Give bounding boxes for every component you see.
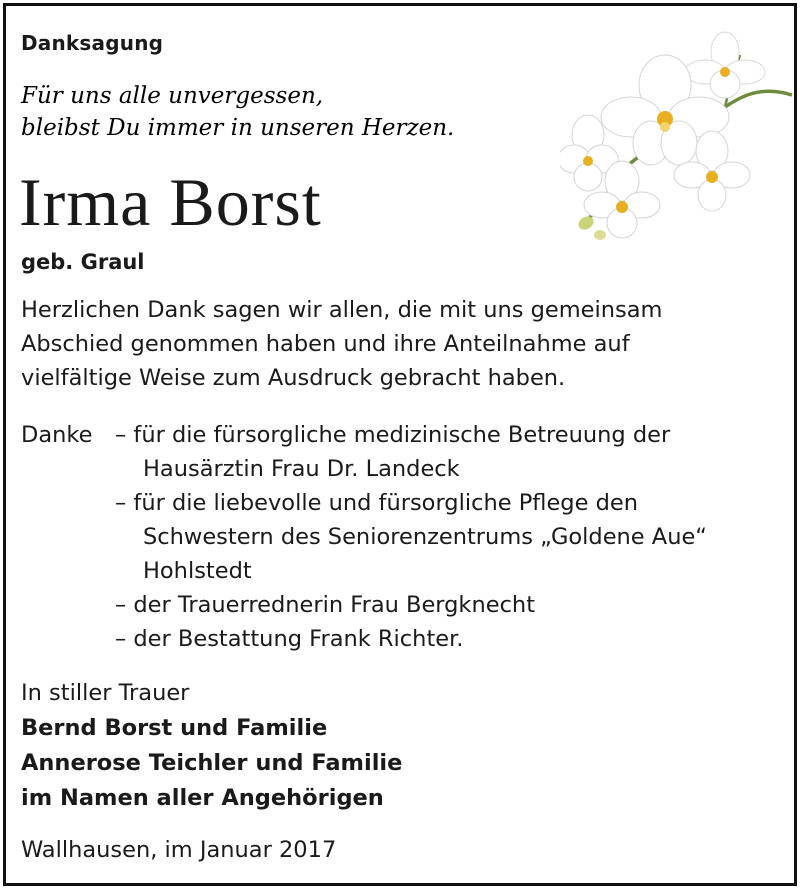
thanks-line-3: vielfältige Weise zum Ausdruck gebracht haben. [21,365,566,391]
danke-item-line: – der Bestattung Frank Richter. [115,626,464,652]
mourning-intro: In stiller Trauer [21,680,190,706]
danke-item-line: Schwestern des Seniorenzentrums „Goldene Aue“ [143,524,707,550]
danke-item-line: – für die fürsorgliche medizinische Betreuung der [115,422,671,448]
birth-name: geb. Graul [21,250,145,274]
thanks-line-2: Abschied genommen haben und ihre Anteilnahme auf [21,331,630,357]
danke-item-line: – für die liebevolle und fürsorgliche Pflege den [115,490,638,516]
place-date: Wallhausen, im Januar 2017 [21,837,337,863]
danke-label: Danke [21,422,93,448]
motto-line-2: bleibst Du immer in unseren Herzen. [21,115,455,141]
orchid-flower-icon [560,25,795,250]
danke-item-line: Hohlstedt [143,558,252,584]
motto-line-1: Für uns alle unvergessen, [21,83,324,109]
mourner-name: Annerose Teichler und Familie [21,750,403,776]
danke-item-line: Hausärztin Frau Dr. Landeck [143,456,460,482]
thanks-line-1: Herzlichen Dank sagen wir allen, die mit uns gemeinsam [21,297,663,323]
mourner-name: im Namen aller Angehörigen [21,785,384,811]
deceased-name: Irma Borst [19,164,322,240]
heading: Danksagung [21,31,164,55]
danke-item-line: – der Trauerrednerin Frau Bergknecht [115,592,536,618]
mourner-name: Bernd Borst und Familie [21,715,328,741]
